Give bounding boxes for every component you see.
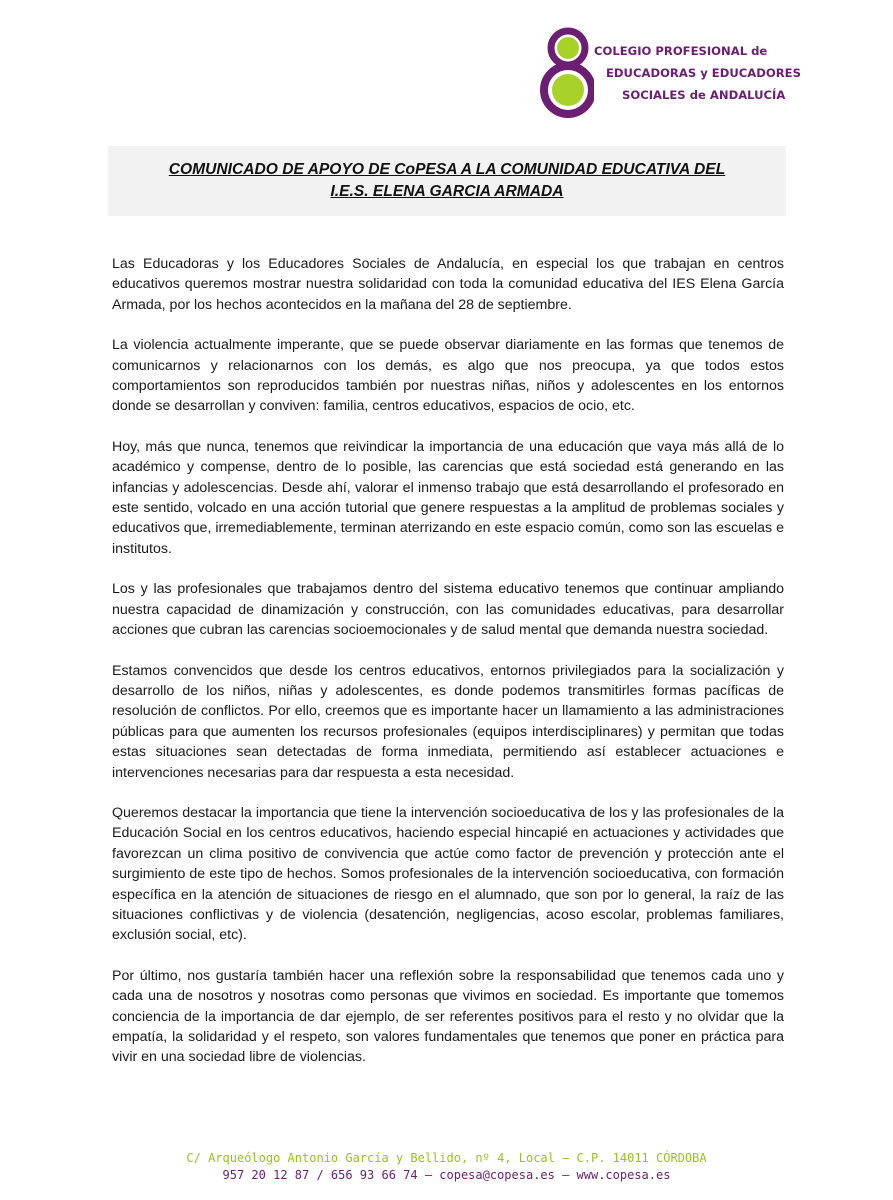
title-line-2: I.E.S. ELENA GARCIA ARMADA bbox=[330, 183, 564, 200]
paragraph: La violencia actualmente imperante, que se puede observar diariamente en las formas que tenemos de comunicarnos y relacionarnos con los demás, es algo que nos preocupa, ya que todos estos comportamientos son reproducidos también por nuestras niñas, niños y adolescentes en los entornos donde se desarrollan y conviven: familia, centros educativos, espacios de ocio, etc. bbox=[112, 337, 784, 415]
paragraph: Los y las profesionales que trabajamos dentro del sistema educativo tenemos que continuar ampliando nuestra capacidad de dinamización y construcción, con las comunidades educativas, para desarrollar acciones que cubran las carencias socioemocionales y de salud mental que demanda nuestra sociedad. bbox=[112, 581, 784, 639]
logo-line-2: EDUCADORAS y EDUCADORES bbox=[606, 66, 801, 80]
document-title bbox=[108, 146, 786, 216]
paragraph: Las Educadoras y los Educadores Sociales de Andalucía, en especial los que trabajan en centros educativos queremos mostrar nuestra solidaridad con toda la comunidad educativa del IES Elena García Armada, por los hechos acontecidos en la mañana del 28 de septiembre. bbox=[112, 256, 784, 313]
paragraph: Hoy, más que nunca, tenemos que reivindicar la importancia de una educación que vaya más allá de lo académico y compense, dentro de lo posible, las carencias que está sociedad está generando en las infancias y adolescencias. Desde ahí, valorar el inmenso trabajo que está desarrollando el profesorado en este sentido, volcado en una acción tutorial que genere respuestas a la amplitud de problemas sociales y educativos que, irremediablemente, terminan aterrizando en este espacio común, como son las escuelas e institutos. bbox=[112, 438, 784, 557]
title-line-1: COMUNICADO DE APOYO DE CoPESA A LA COMUNIDAD EDUCATIVA DEL bbox=[168, 161, 726, 178]
footer bbox=[0, 1150, 893, 1184]
footer-contact: 957 20 12 87 / 656 93 66 74 – copesa@copesa.es – www.copesa.es bbox=[222, 1168, 671, 1182]
logo-text bbox=[594, 40, 801, 106]
paragraph: Queremos destacar la importancia que tiene la intervención socioeducativa de los y las profesionales de la Educación Social en los centros educativos, haciendo especial hincapié en actuaciones y actividades que favorezcan un clima positivo de convivencia que actúe como factor de prevención y protección ante el surgimiento de este tipo de hechos. Somos profesionales de la intervención socioeducativa, con formación específica en la atención de situaciones de riesgo en el alumnado, que son por lo general, la raíz de las situaciones conflictivas y de violencia (desatención, negligencias, acoso escolar, problemas familiares, exclusión social, etc). bbox=[112, 804, 784, 944]
document-body bbox=[112, 254, 784, 1088]
logo-line-1: COLEGIO PROFESIONAL de bbox=[594, 44, 768, 58]
footer-address: C/ Arqueólogo Antonio García y Bellido, nº 4, Local – C.P. 14011 CÓRDOBA bbox=[186, 1151, 707, 1165]
paragraph: Por último, nos gustaría también hacer una reflexión sobre la responsabilidad que tenemos cada uno y cada una de nosotros y nosotras como personas que vivimos en sociedad. Es importante que tomemos conciencia de la importancia de dar ejemplo, de ser referentes positivos para el resto y no olvidar que la empatía, la solidaridad y el respeto, son valores fundamentales que tenemos que poner en práctica para vivir en una sociedad libre de violencias. bbox=[112, 967, 784, 1066]
organization-logo bbox=[538, 26, 801, 118]
paragraph: Estamos convencidos que desde los centros educativos, entornos privilegiados para la socialización y desarrollo de los niños, niñas y adolescentes, es donde podemos transmitirles formas pacíficas de resolución de conflictos. Por ello, creemos que es importante hacer un llamamiento a las administraciones públicas para que aumenten los recursos profesionales (equipos interdisciplinares) y permitan que todas estas situaciones sean detectadas de forma inmediata, permitiendo así establecer actuaciones e intervenciones necesarias para dar respuesta a esta necesidad. bbox=[112, 662, 784, 781]
logo-eight-icon bbox=[538, 26, 594, 118]
logo-line-3: SOCIALES de ANDALUCÍA bbox=[622, 88, 786, 102]
